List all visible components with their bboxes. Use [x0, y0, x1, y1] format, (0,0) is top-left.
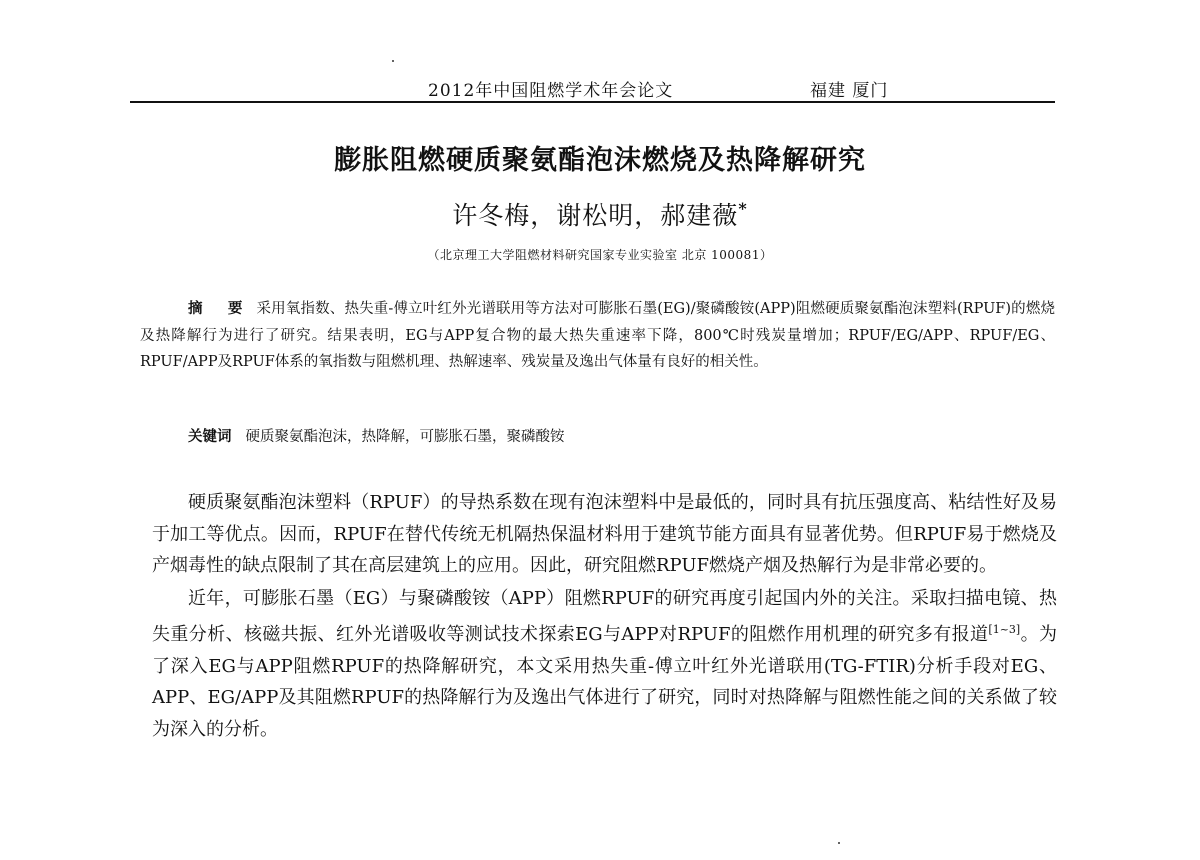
author-list — [0, 196, 1200, 232]
paragraph-2-text-b: 。为了深入EG与APP阻燃RPUF的热降解研究，本文采用热失重-傅立叶红外光谱联用(TG-FTIR)分析手段对EG、APP、EG/APP及其阻燃RPUF的热降解行为及逸出气体进行了研究，同时对热降解与阻燃性能之间的关系做了较为深入的分析。 — [152, 624, 1057, 740]
keywords — [188, 426, 1048, 448]
keywords-text: 硬质聚氨酯泡沫，热降解，可膨胀石墨，聚磷酸铵 — [245, 429, 565, 445]
conference-name: 2012年中国阻燃学术年会论文 — [428, 81, 674, 101]
citation-ref: [1~3] — [988, 623, 1021, 636]
paper-title: 膨胀阻燃硬质聚氨酯泡沫燃烧及热降解研究 — [334, 145, 866, 176]
conference-location: 福建 厦门 — [810, 81, 889, 101]
affiliation: （北京理工大学阻燃材料研究国家专业实验室 北京 100081） — [427, 248, 773, 262]
body-text — [152, 487, 1057, 745]
abstract-text: 采用氧指数、热失重-傅立叶红外光谱联用等方法对可膨胀石墨(EG)/聚磷酸铵(APP)阻燃硬质聚氨酯泡沫塑料(RPUF)的燃烧及热降解行为进行了研究。结果表明，EG与APP复合物的最大热失重速率下降，800℃时残炭量增加；RPUF/EG/APP、RPUF/EG、RPUF/APP及RPUF体系的氧指数与阻燃机理、热解速率、残炭量及逸出气体量有良好的相关性。 — [140, 301, 1055, 370]
abstract-label: 摘 要 — [188, 300, 253, 317]
paragraph-1: 硬质聚氨酯泡沫塑料（RPUF）的导热系数在现有泡沫塑料中是最低的，同时具有抗压强度高、粘结性好及易于加工等优点。因而，RPUF在替代传统无机隔热保温材料用于建筑节能方面具有显著优势。但RPUF易于燃烧及产烟毒性的缺点限制了其在高层建筑上的应用。因此，研究阻燃RPUF燃烧产烟及热解行为是非常必要的。 — [152, 492, 1057, 576]
scan-speck — [838, 842, 840, 844]
author-names: 许冬梅，谢松明，郝建薇 — [452, 201, 739, 230]
corresponding-author-mark: * — [738, 199, 748, 218]
scan-speck — [392, 60, 394, 62]
header-rule — [130, 101, 1055, 103]
abstract — [140, 296, 1055, 376]
paragraph-2-text-a: 近年，可膨胀石墨（EG）与聚磷酸铵（APP）阻燃RPUF的研究再度引起国内外的关注。采取扫描电镜、热失重分析、核磁共振、红外光谱吸收等测试技术探索EG与APP对RPUF的阻燃作用机理的研究多有报道 — [152, 587, 1057, 645]
keywords-label: 关键词 — [188, 428, 232, 445]
running-header — [130, 76, 1055, 100]
paragraph-2 — [152, 583, 1057, 746]
